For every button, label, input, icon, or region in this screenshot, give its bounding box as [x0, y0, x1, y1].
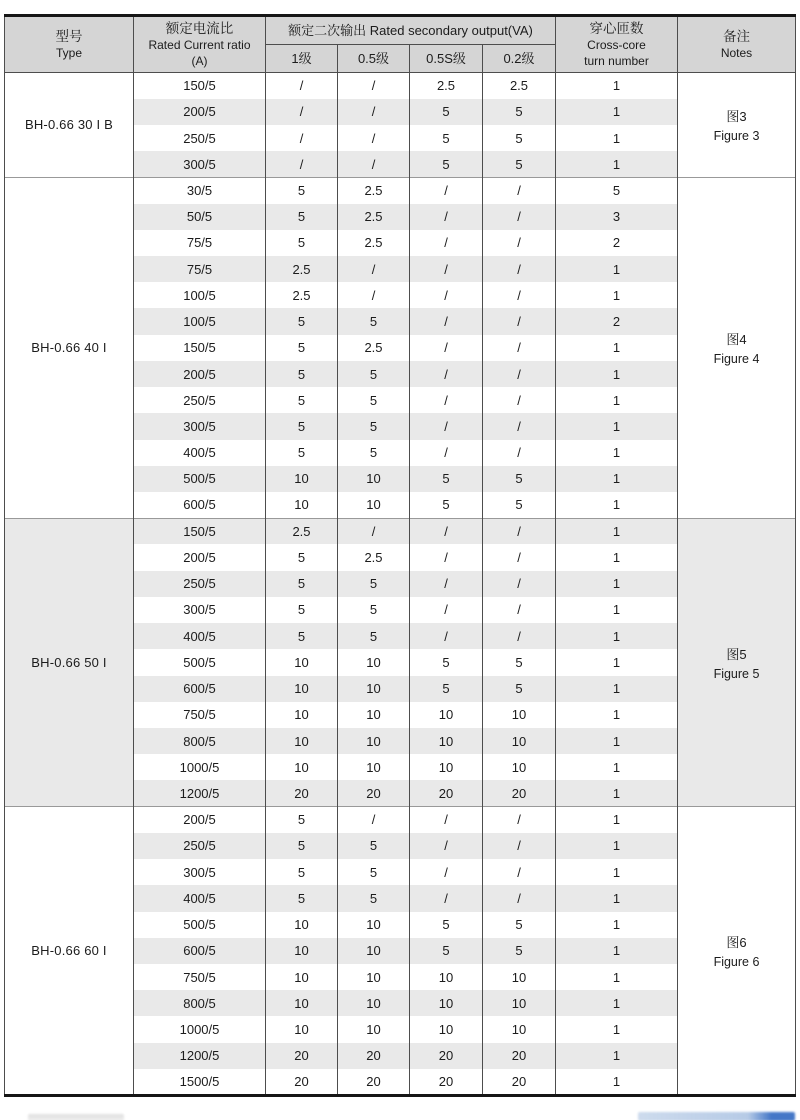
output-class05s-cell: / [410, 177, 483, 203]
col-header-turns-en2: turn number [584, 53, 649, 68]
output-class05-cell: 5 [338, 571, 410, 597]
output-class05s-cell: / [410, 413, 483, 439]
table-row [5, 807, 796, 833]
turns-cell: 1 [556, 702, 678, 728]
turns-cell: 1 [556, 492, 678, 518]
output-class02-cell: / [483, 335, 556, 361]
turns-cell: 1 [556, 466, 678, 492]
output-class02-cell: / [483, 230, 556, 256]
output-class1-cell: 5 [266, 807, 338, 833]
type-cell: BH-0.66 50 I [5, 518, 134, 806]
col-header-class-0-5s [410, 45, 483, 73]
ratio-cell: 800/5 [134, 728, 266, 754]
output-class05s-cell: 20 [410, 1069, 483, 1096]
output-class1-cell: 5 [266, 571, 338, 597]
col-header-type [5, 16, 134, 73]
output-class02-cell: 5 [483, 649, 556, 675]
col-header-notes-cn: 备注 [723, 28, 750, 44]
output-class05-cell: 20 [338, 1069, 410, 1096]
output-class02-cell: 5 [483, 938, 556, 964]
type-cell: BH-0.66 30 I B [5, 73, 134, 178]
output-class1-cell: / [266, 125, 338, 151]
output-class05s-cell: 5 [410, 151, 483, 177]
class-1-label: 1级 [291, 50, 312, 66]
output-class1-cell: 5 [266, 361, 338, 387]
ratio-cell: 1000/5 [134, 754, 266, 780]
ratio-cell: 150/5 [134, 518, 266, 544]
output-class1-cell: / [266, 99, 338, 125]
turns-cell: 1 [556, 754, 678, 780]
col-header-ratio [134, 16, 266, 73]
output-class1-cell: 2.5 [266, 282, 338, 308]
col-header-ratio-cn: 额定电流比 [165, 20, 234, 36]
turns-cell: 1 [556, 1069, 678, 1096]
table-row [5, 177, 796, 203]
turns-cell: 1 [556, 518, 678, 544]
output-class05s-cell: 5 [410, 912, 483, 938]
output-class05s-cell: / [410, 544, 483, 570]
output-class02-cell: / [483, 361, 556, 387]
turns-cell: 1 [556, 649, 678, 675]
output-class05s-cell: / [410, 361, 483, 387]
figure-note-cn: 图4 [726, 332, 747, 348]
output-class02-cell: / [483, 204, 556, 230]
output-class05-cell: 10 [338, 466, 410, 492]
output-class05-cell: 10 [338, 938, 410, 964]
ratio-cell: 200/5 [134, 99, 266, 125]
output-class02-cell: 5 [483, 492, 556, 518]
output-class1-cell: 5 [266, 413, 338, 439]
output-class02-cell: 10 [483, 1016, 556, 1042]
table-header [5, 16, 796, 73]
output-class02-cell: 10 [483, 728, 556, 754]
output-class05-cell: 10 [338, 702, 410, 728]
output-class02-cell: / [483, 440, 556, 466]
output-class05-cell: 10 [338, 728, 410, 754]
turns-cell: 1 [556, 361, 678, 387]
output-class05s-cell: 10 [410, 990, 483, 1016]
rating-spec-table [4, 14, 796, 1097]
turns-cell: 1 [556, 597, 678, 623]
output-class1-cell: 20 [266, 780, 338, 806]
ratio-cell: 200/5 [134, 361, 266, 387]
output-class05-cell: 10 [338, 1016, 410, 1042]
ratio-cell: 800/5 [134, 990, 266, 1016]
output-class05s-cell: / [410, 623, 483, 649]
ratio-cell: 1200/5 [134, 780, 266, 806]
output-class05s-cell: / [410, 335, 483, 361]
output-class05-cell: / [338, 807, 410, 833]
output-class05s-cell: 10 [410, 702, 483, 728]
output-class05-cell: 5 [338, 597, 410, 623]
output-class05-cell: 5 [338, 440, 410, 466]
output-class05s-cell: 5 [410, 676, 483, 702]
output-class05s-cell: / [410, 807, 483, 833]
output-class05-cell: / [338, 256, 410, 282]
turns-cell: 1 [556, 440, 678, 466]
turns-cell: 3 [556, 204, 678, 230]
col-header-turns-cn: 穿心匝数 [589, 20, 644, 36]
ratio-cell: 1200/5 [134, 1043, 266, 1069]
output-class1-cell: 5 [266, 885, 338, 911]
ratio-cell: 100/5 [134, 308, 266, 334]
col-header-notes [678, 16, 796, 73]
output-class05s-cell: 5 [410, 99, 483, 125]
output-class05-cell: 5 [338, 387, 410, 413]
ratio-cell: 300/5 [134, 859, 266, 885]
output-class02-cell: / [483, 413, 556, 439]
output-class05-cell: 20 [338, 780, 410, 806]
figure-note-cn: 图5 [726, 646, 747, 662]
output-class05s-cell: 5 [410, 466, 483, 492]
footer-left-cutoff-artifact [28, 1114, 124, 1120]
turns-cell: 1 [556, 885, 678, 911]
turns-cell: 1 [556, 256, 678, 282]
output-class1-cell: 10 [266, 492, 338, 518]
output-class02-cell: / [483, 623, 556, 649]
output-class02-cell: / [483, 597, 556, 623]
output-class05-cell: / [338, 151, 410, 177]
output-class05-cell: 5 [338, 859, 410, 885]
ratio-cell: 150/5 [134, 335, 266, 361]
output-class02-cell: 5 [483, 466, 556, 492]
col-header-class-1 [266, 45, 338, 73]
output-class02-cell: / [483, 282, 556, 308]
output-class1-cell: 10 [266, 964, 338, 990]
output-class1-cell: 5 [266, 440, 338, 466]
output-class05-cell: / [338, 73, 410, 99]
output-class05s-cell: / [410, 597, 483, 623]
figure-note-cn: 图3 [726, 109, 747, 125]
col-header-ratio-en: Rated Current ratio [148, 37, 251, 52]
turns-cell: 1 [556, 544, 678, 570]
output-class02-cell: 5 [483, 676, 556, 702]
ratio-cell: 400/5 [134, 623, 266, 649]
output-class1-cell: 5 [266, 308, 338, 334]
output-class05-cell: 2.5 [338, 335, 410, 361]
output-class1-cell: 10 [266, 466, 338, 492]
turns-cell: 1 [556, 413, 678, 439]
output-class1-cell: 10 [266, 702, 338, 728]
class-0-2-label: 0.2级 [503, 50, 535, 66]
output-class05-cell: / [338, 282, 410, 308]
output-class05s-cell: / [410, 833, 483, 859]
output-class05-cell: 5 [338, 361, 410, 387]
output-class05s-cell: / [410, 204, 483, 230]
turns-cell: 2 [556, 230, 678, 256]
ratio-cell: 250/5 [134, 125, 266, 151]
ratio-cell: 600/5 [134, 938, 266, 964]
ratio-cell: 500/5 [134, 649, 266, 675]
turns-cell: 1 [556, 833, 678, 859]
output-class02-cell: 10 [483, 754, 556, 780]
turns-cell: 1 [556, 623, 678, 649]
output-class05-cell: 2.5 [338, 230, 410, 256]
turns-cell: 1 [556, 780, 678, 806]
col-header-ratio-unit: (A) [191, 53, 208, 68]
output-class02-cell: / [483, 518, 556, 544]
output-class02-cell: / [483, 177, 556, 203]
ratio-cell: 400/5 [134, 440, 266, 466]
output-class02-cell: 10 [483, 964, 556, 990]
turns-cell: 1 [556, 728, 678, 754]
output-class05-cell: / [338, 99, 410, 125]
output-class1-cell: 5 [266, 544, 338, 570]
figure-note-en: Figure 4 [713, 352, 760, 367]
output-class1-cell: 2.5 [266, 256, 338, 282]
ratio-cell: 50/5 [134, 204, 266, 230]
ratio-cell: 1000/5 [134, 1016, 266, 1042]
figure-note-en: Figure 3 [713, 129, 760, 144]
turns-cell: 1 [556, 387, 678, 413]
output-class1-cell: 2.5 [266, 518, 338, 544]
ratio-cell: 250/5 [134, 571, 266, 597]
output-class05s-cell: / [410, 859, 483, 885]
turns-cell: 1 [556, 282, 678, 308]
output-class1-cell: 5 [266, 204, 338, 230]
output-class02-cell: 5 [483, 912, 556, 938]
col-header-type-cn: 型号 [55, 28, 83, 44]
output-class02-cell: / [483, 807, 556, 833]
output-class05-cell: 10 [338, 990, 410, 1016]
output-class05-cell: / [338, 125, 410, 151]
turns-cell: 1 [556, 1043, 678, 1069]
turns-cell: 5 [556, 177, 678, 203]
output-class1-cell: 10 [266, 649, 338, 675]
class-0-5-label: 0.5级 [357, 50, 390, 66]
output-class02-cell: / [483, 308, 556, 334]
output-class05s-cell: 20 [410, 780, 483, 806]
turns-cell: 1 [556, 99, 678, 125]
type-cell: BH-0.66 60 I [5, 807, 134, 1096]
ratio-cell: 200/5 [134, 544, 266, 570]
output-class05s-cell: / [410, 230, 483, 256]
notes-cell [678, 518, 796, 806]
col-header-turns [556, 16, 678, 73]
turns-cell: 1 [556, 964, 678, 990]
output-class1-cell: 10 [266, 938, 338, 964]
output-class05s-cell: 10 [410, 1016, 483, 1042]
output-class1-cell: 20 [266, 1069, 338, 1096]
output-class05s-cell: / [410, 308, 483, 334]
col-header-turns-en1: Cross-core [587, 37, 646, 52]
output-class05-cell: 10 [338, 492, 410, 518]
output-class05s-cell: 5 [410, 649, 483, 675]
header-row-top [5, 16, 796, 45]
figure-note-cn: 图6 [726, 935, 747, 951]
turns-cell: 1 [556, 151, 678, 177]
output-class05-cell: 5 [338, 623, 410, 649]
output-class1-cell: / [266, 151, 338, 177]
output-class02-cell: / [483, 859, 556, 885]
output-class1-cell: 20 [266, 1043, 338, 1069]
output-class02-cell: / [483, 571, 556, 597]
output-class02-cell: 5 [483, 125, 556, 151]
class-0-5s-label: 0.5S级 [426, 50, 466, 66]
output-class1-cell: 10 [266, 990, 338, 1016]
ratio-cell: 600/5 [134, 492, 266, 518]
output-class05s-cell: 10 [410, 728, 483, 754]
turns-cell: 1 [556, 859, 678, 885]
output-class1-cell: 5 [266, 623, 338, 649]
notes-cell [678, 807, 796, 1096]
ratio-cell: 75/5 [134, 256, 266, 282]
output-class02-cell: / [483, 256, 556, 282]
notes-cell [678, 73, 796, 178]
output-class05s-cell: 5 [410, 938, 483, 964]
output-class05s-cell: / [410, 282, 483, 308]
output-class05s-cell: 2.5 [410, 73, 483, 99]
output-class05s-cell: 20 [410, 1043, 483, 1069]
output-class1-cell: 5 [266, 335, 338, 361]
turns-cell: 1 [556, 571, 678, 597]
ratio-cell: 400/5 [134, 885, 266, 911]
table-body [5, 73, 796, 1096]
col-header-secondary-output-label: 额定二次输出 Rated secondary output(VA) [288, 22, 533, 38]
turns-cell: 1 [556, 938, 678, 964]
output-class05-cell: 10 [338, 754, 410, 780]
output-class02-cell: 5 [483, 99, 556, 125]
ratio-cell: 1500/5 [134, 1069, 266, 1096]
turns-cell: 1 [556, 335, 678, 361]
ratio-cell: 250/5 [134, 387, 266, 413]
output-class1-cell: 10 [266, 912, 338, 938]
ratio-cell: 250/5 [134, 833, 266, 859]
output-class05-cell: 2.5 [338, 544, 410, 570]
output-class02-cell: 10 [483, 990, 556, 1016]
output-class05-cell: 5 [338, 885, 410, 911]
turns-cell: 1 [556, 73, 678, 99]
col-header-secondary-output [266, 16, 556, 45]
ratio-cell: 500/5 [134, 466, 266, 492]
output-class05-cell: 2.5 [338, 177, 410, 203]
output-class02-cell: 5 [483, 151, 556, 177]
output-class1-cell: 10 [266, 676, 338, 702]
output-class05-cell: 10 [338, 676, 410, 702]
turns-cell: 1 [556, 125, 678, 151]
output-class05s-cell: / [410, 387, 483, 413]
turns-cell: 2 [556, 308, 678, 334]
output-class05-cell: 5 [338, 833, 410, 859]
output-class02-cell: 20 [483, 1043, 556, 1069]
ratio-cell: 30/5 [134, 177, 266, 203]
ratio-cell: 300/5 [134, 413, 266, 439]
ratio-cell: 300/5 [134, 151, 266, 177]
output-class05-cell: 10 [338, 964, 410, 990]
ratio-cell: 750/5 [134, 964, 266, 990]
output-class1-cell: 10 [266, 728, 338, 754]
output-class02-cell: 20 [483, 780, 556, 806]
figure-note-en: Figure 6 [713, 955, 760, 970]
output-class05s-cell: 5 [410, 492, 483, 518]
output-class02-cell: / [483, 544, 556, 570]
output-class05-cell: 5 [338, 308, 410, 334]
col-header-type-en: Type [55, 45, 82, 60]
output-class05-cell: 20 [338, 1043, 410, 1069]
output-class05s-cell: 10 [410, 754, 483, 780]
output-class1-cell: 5 [266, 597, 338, 623]
turns-cell: 1 [556, 676, 678, 702]
ratio-cell: 750/5 [134, 702, 266, 728]
output-class05s-cell: 10 [410, 964, 483, 990]
output-class02-cell: 10 [483, 702, 556, 728]
output-class05-cell: 5 [338, 413, 410, 439]
figure-note-en: Figure 5 [713, 666, 760, 681]
col-header-notes-en: Notes [720, 45, 753, 60]
output-class05-cell: 10 [338, 649, 410, 675]
footer-page-number-cutoff-artifact [638, 1112, 795, 1120]
output-class02-cell: / [483, 833, 556, 859]
output-class05-cell: 10 [338, 912, 410, 938]
ratio-cell: 75/5 [134, 230, 266, 256]
col-header-class-0-2 [483, 45, 556, 73]
turns-cell: 1 [556, 912, 678, 938]
ratio-cell: 100/5 [134, 282, 266, 308]
output-class1-cell: 5 [266, 230, 338, 256]
notes-cell [678, 177, 796, 518]
turns-cell: 1 [556, 990, 678, 1016]
output-class05s-cell: 5 [410, 125, 483, 151]
turns-cell: 1 [556, 807, 678, 833]
output-class1-cell: 5 [266, 177, 338, 203]
output-class1-cell: / [266, 73, 338, 99]
output-class02-cell: / [483, 387, 556, 413]
ratio-cell: 500/5 [134, 912, 266, 938]
output-class02-cell: 2.5 [483, 73, 556, 99]
output-class1-cell: 5 [266, 833, 338, 859]
output-class05s-cell: / [410, 571, 483, 597]
output-class1-cell: 10 [266, 1016, 338, 1042]
ratio-cell: 200/5 [134, 807, 266, 833]
ratio-cell: 300/5 [134, 597, 266, 623]
output-class05-cell: 2.5 [338, 204, 410, 230]
output-class02-cell: / [483, 885, 556, 911]
output-class05s-cell: / [410, 256, 483, 282]
output-class1-cell: 10 [266, 754, 338, 780]
output-class1-cell: 5 [266, 859, 338, 885]
type-cell: BH-0.66 40 I [5, 177, 134, 518]
output-class02-cell: 20 [483, 1069, 556, 1096]
ratio-cell: 600/5 [134, 676, 266, 702]
table-row [5, 73, 796, 99]
output-class1-cell: 5 [266, 387, 338, 413]
output-class05s-cell: / [410, 440, 483, 466]
ratio-cell: 150/5 [134, 73, 266, 99]
col-header-class-0-5 [338, 45, 410, 73]
turns-cell: 1 [556, 1016, 678, 1042]
table-row [5, 518, 796, 544]
output-class05s-cell: / [410, 518, 483, 544]
output-class05s-cell: / [410, 885, 483, 911]
output-class05-cell: / [338, 518, 410, 544]
